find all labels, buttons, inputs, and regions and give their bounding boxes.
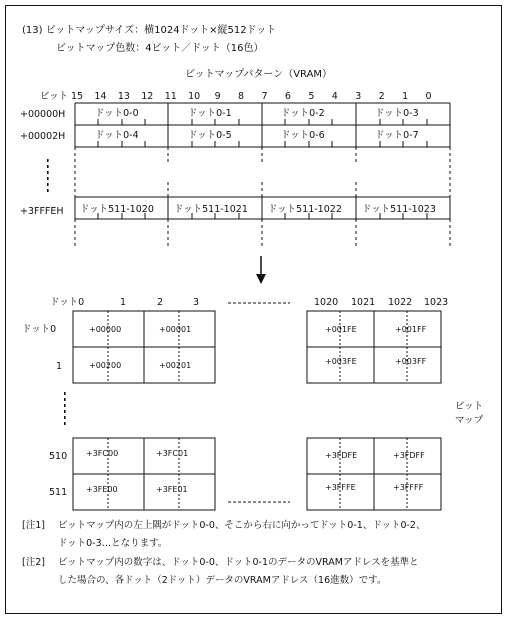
addr-tl-3: +00201 <box>159 361 192 370</box>
addr-row-2: +00002H <box>20 131 66 142</box>
addr-tr-2: +003FE <box>325 357 357 366</box>
bit-label: ビット <box>40 91 69 102</box>
note-1-line-1: ビットマップ内の左上隅がドット0-0、そこから右に向かってドット0-1、ドット0-2、 <box>58 520 426 531</box>
bit-number: 7 <box>261 91 268 102</box>
bit-number: 14 <box>94 91 107 102</box>
addr-row-3: +3FFFEH <box>20 206 64 217</box>
col-head-0: ドット0 <box>50 297 85 308</box>
cell-1-0: ドット0-4 <box>95 130 139 141</box>
bit-number: 9 <box>214 91 221 102</box>
bit-number: 1 <box>402 91 409 102</box>
addr-bl-3: +3FE01 <box>156 485 188 494</box>
bit-number: 5 <box>308 91 315 102</box>
bit-number: 11 <box>164 91 177 102</box>
note-2-label: [注2] <box>22 557 45 568</box>
addr-tr-0: +001FE <box>325 325 357 334</box>
addr-bl-2: +3FE00 <box>86 485 118 494</box>
vram-title: ビットマップパターン（VRAM） <box>185 69 333 80</box>
col-head-1023: 1023 <box>424 297 449 308</box>
bit-number: 15 <box>70 91 84 102</box>
bit-number: 10 <box>188 91 201 102</box>
cell-1-1: ドット0-5 <box>188 130 232 141</box>
col-head-1021: 1021 <box>351 297 376 308</box>
bit-number: 3 <box>355 91 362 102</box>
addr-row-1: +00000H <box>20 109 66 120</box>
note-2-line-2: した場合の、各ドット（2ドット）データのVRAMアドレス（16進数）です。 <box>58 575 387 586</box>
down-arrow-icon <box>256 256 266 284</box>
col-head-1: 1 <box>120 297 127 308</box>
col-head-1020: 1020 <box>314 297 339 308</box>
cell-1-2: ドット0-6 <box>281 130 325 141</box>
addr-tl-1: +00001 <box>159 325 192 334</box>
addr-br-3: +3FFFF <box>393 483 424 492</box>
bit-number: 2 <box>378 91 385 102</box>
addr-tl-0: +00000 <box>89 325 122 334</box>
row-head-511: 511 <box>49 487 68 498</box>
bitmap-vertical-ellipsis <box>64 392 66 425</box>
addr-br-1: +3FDFF <box>393 451 425 460</box>
note-1-line-2: ドット0-3…となります。 <box>58 538 168 549</box>
cell-2-3: ドット511-1023 <box>362 204 436 215</box>
col-head-3: 3 <box>193 297 200 308</box>
cell-0-2: ドット0-2 <box>281 108 325 119</box>
addr-tl-2: +00200 <box>89 361 122 370</box>
addr-tr-3: +003FF <box>395 357 427 366</box>
bit-number: 13 <box>117 91 130 102</box>
side-label-2: マップ <box>455 415 484 426</box>
side-label-1: ビット <box>455 401 484 412</box>
row-head-1: 1 <box>56 361 63 372</box>
addr-br-2: +3FFFE <box>325 483 356 492</box>
cell-0-1: ドット0-1 <box>188 108 232 119</box>
cell-2-1: ドット511-1021 <box>174 204 248 215</box>
addr-tr-1: +001FF <box>395 325 427 334</box>
bit-number: 6 <box>284 91 291 102</box>
bit-number: 8 <box>238 91 245 102</box>
header-line-1: (13) ビットマップサイズ：横1024ドット×縦512ドット <box>22 25 277 36</box>
col-head-2: 2 <box>157 297 164 308</box>
cell-0-3: ドット0-3 <box>375 108 419 119</box>
row-head-0: ドット0 <box>22 324 57 335</box>
vram-vertical-ellipsis <box>47 159 49 192</box>
bit-number: 4 <box>331 91 338 102</box>
cell-2-0: ドット511-1020 <box>80 204 154 215</box>
note-1-label: [注1] <box>22 520 45 531</box>
note-2-line-1: ビットマップ内の数字は、ドット0-0、ドット0-1のデータのVRAMアドレスを基準と <box>58 557 419 568</box>
bit-number: 12 <box>141 91 154 102</box>
header-line-2: ビットマップ色数：4ビット／ドット（16色） <box>56 43 264 54</box>
addr-br-0: +3FDFE <box>325 451 358 460</box>
addr-bl-1: +3FC01 <box>156 449 189 458</box>
bit-number: 0 <box>425 91 432 102</box>
cell-1-3: ドット0-7 <box>375 130 419 141</box>
addr-bl-0: +3FC00 <box>86 449 119 458</box>
row-head-510: 510 <box>49 451 68 462</box>
cell-2-2: ドット511-1022 <box>268 204 342 215</box>
cell-0-0: ドット0-0 <box>95 108 139 119</box>
col-head-1022: 1022 <box>388 297 413 308</box>
